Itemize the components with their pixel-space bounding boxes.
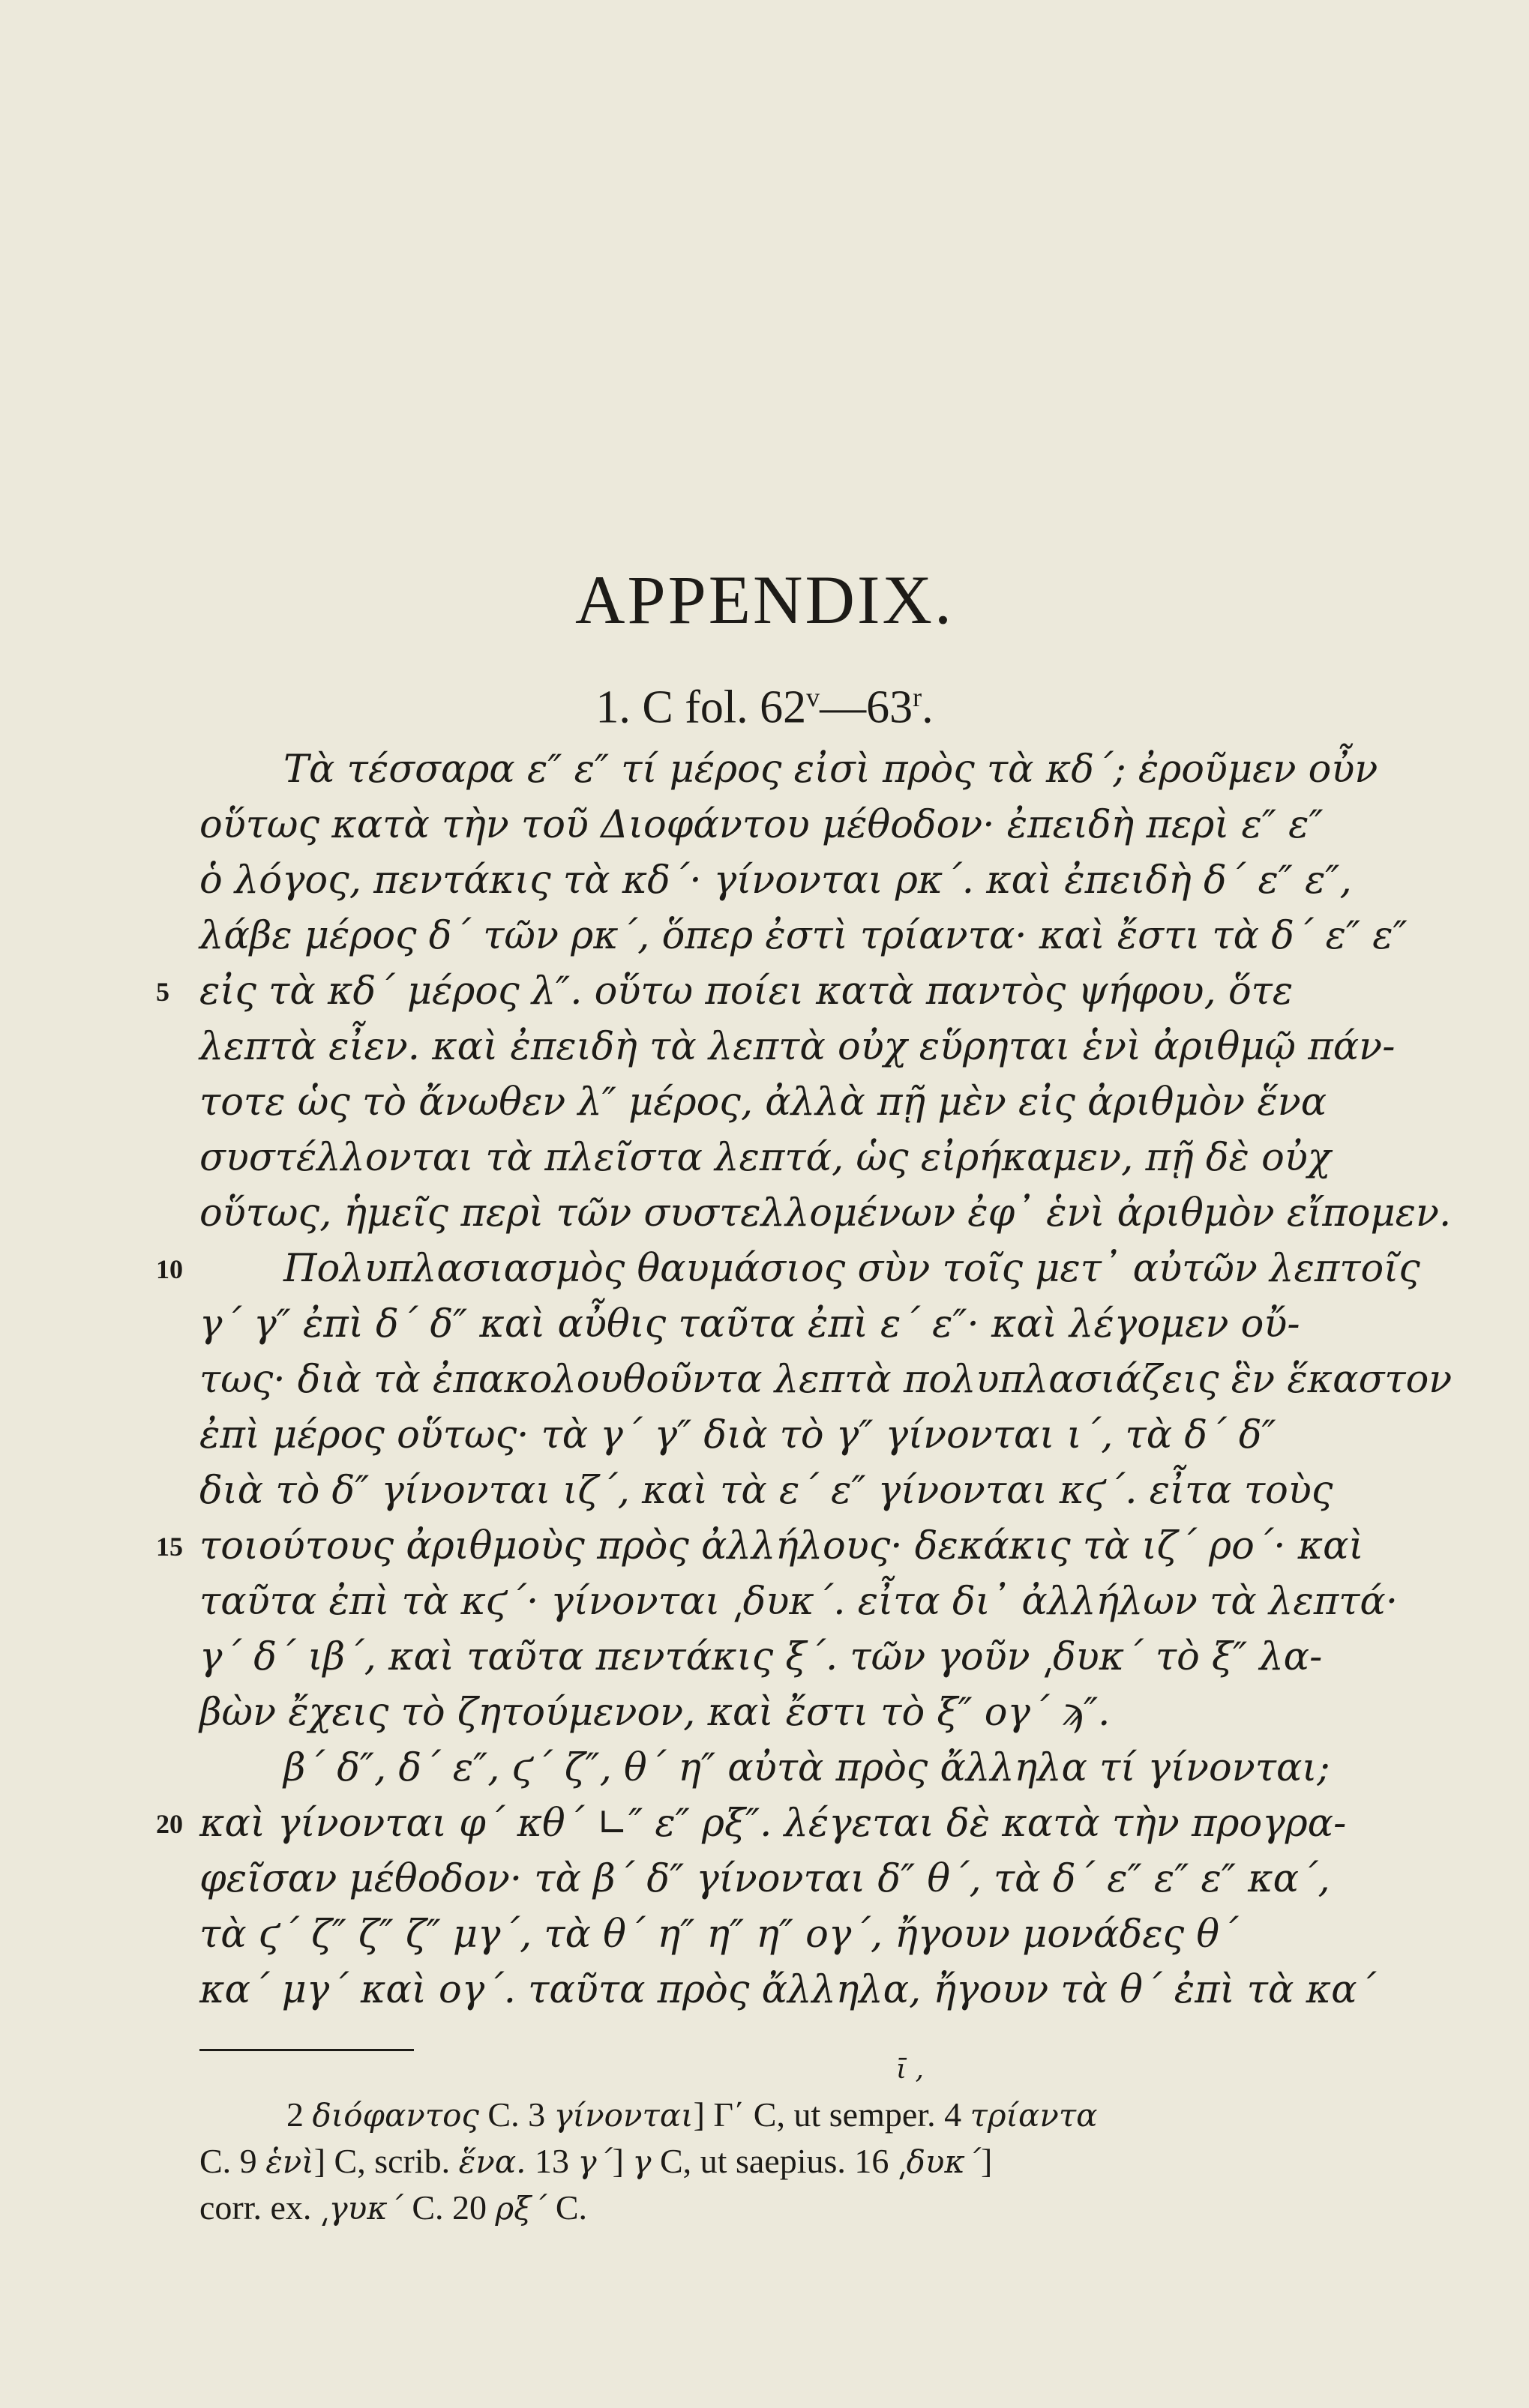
fn1-b: διόφαντος: [312, 2097, 479, 2134]
text-line-2: οὕτως κατὰ τὴν τοῦ Διοφάντου μέθοδον· ἐπειδὴ περὶ ε″ ε″: [199, 803, 1324, 847]
fn3-c: C. 20: [403, 2188, 496, 2227]
line-number-20: 20: [156, 1809, 183, 1839]
fn2-j: ͵δυκ΄: [897, 2143, 981, 2180]
fn3-b: ͵γυκ΄: [319, 2190, 403, 2227]
fn2-c: ] C, scrib.: [313, 2142, 459, 2180]
fn2-g: ]: [612, 2142, 633, 2180]
footnote-line-1: [286, 2092, 1485, 2139]
fn2-d: ἕνα.: [458, 2143, 526, 2180]
text-line-23: κα΄ μγ΄ καὶ ογ΄. ταῦτα πρὸς ἄλληλα, ἤγουν τὰ θ΄ ἐπὶ τὰ κα΄: [199, 1968, 1377, 2012]
text-line-19: β΄ δ″, δ΄ ε″, ϛ΄ ζ″, θ΄ η″ αὐτὰ πρὸς ἄλληλα τί γίνονται;: [283, 1746, 1330, 1790]
subtitle-mid: —63: [820, 681, 913, 733]
text-line-17: γ΄ δ΄ ιβ΄, καὶ ταῦτα πεντάκις ξ΄. τῶν γοῦν ͵δυκ΄ τὸ ξ″ λα-: [199, 1635, 1323, 1679]
text-line-6: λεπτὰ εἶεν. καὶ ἐπειδὴ τὰ λεπτὰ οὐχ εὕρηται ἑνὶ ἀριθμῷ πάν-: [199, 1025, 1396, 1069]
fn3-e: C.: [547, 2188, 588, 2227]
fn2-a: C. 9: [199, 2142, 266, 2180]
fn2-f: γ΄: [577, 2143, 613, 2180]
line-number-5: 5: [156, 977, 169, 1007]
section-subtitle: [0, 667, 1529, 738]
text-line-1: Τὰ τέσσαρα ε″ ε″ τί μέρος εἰσὶ πρὸς τὰ κδ΄; ἐροῦμεν οὖν: [283, 747, 1378, 792]
fn1-f: τρίαντα: [970, 2097, 1098, 2134]
footnote-line-2: [199, 2138, 1485, 2185]
fn2-k: ]: [980, 2142, 993, 2180]
text-line-5: εἰς τὰ κδ΄ μέρος λ″. οὕτω ποίει κατὰ παντὸς ψήφου, ὅτε: [199, 969, 1294, 1014]
text-line-16: ταῦτα ἐπὶ τὰ κϛ΄· γίνονται ͵δυκ΄. εἶτα δι᾽ ἀλλήλων τὰ λεπτά·: [199, 1580, 1399, 1624]
text-line-7: τοτε ὡς τὸ ἄνωθεν λ″ μέρος, ἀλλὰ πῇ μὲν εἰς ἀριθμὸν ἕνα: [199, 1080, 1327, 1125]
text-line-8: συστέλλονται τὰ πλεῖστα λεπτά, ὡς εἰρήκαμεν, πῇ δὲ οὐχ: [199, 1136, 1331, 1180]
fn3-a: corr. ex.: [199, 2188, 320, 2227]
text-line-11: γ΄ γ″ ἐπὶ δ΄ δ″ καὶ αὖθις ταῦτα ἐπὶ ε΄ ε″· καὶ λέγομεν οὔ-: [199, 1302, 1300, 1346]
text-line-3: ὁ λόγος, πεντάκις τὰ κδ΄· γίνονται ρκ΄. καὶ ἐπειδὴ δ΄ ε″ ε″,: [199, 858, 1352, 903]
text-line-15: τοιούτους ἀριθμοὺς πρὸς ἀλλήλους· δεκάκις τὰ ιζ΄ ρο΄· καὶ: [199, 1524, 1364, 1568]
fn2-i: C, ut saepius. 16: [651, 2142, 898, 2180]
fn1-c: C. 3: [478, 2095, 554, 2134]
line-number-15: 15: [156, 1532, 183, 1562]
subtitle-end: .: [922, 681, 934, 733]
text-line-14: διὰ τὸ δ″ γίνονται ιζ΄, καὶ τὰ ε΄ ε″ γίνονται κϛ΄. εἶτα τοὺς: [199, 1469, 1333, 1513]
fn2-h: γ: [632, 2143, 652, 2180]
subtitle-sup-verso: v: [806, 682, 820, 712]
text-line-13: ἐπὶ μέρος οὕτως· τὰ γ΄ γ″ διὰ τὸ γ″ γίνονται ι΄, τὰ δ΄ δ″: [199, 1413, 1276, 1457]
text-line-21: φεῖσαν μέθοδον· τὰ β΄ δ″ γίνονται δ″ θ΄, τὰ δ΄ ε″ ε″ ε″ κα΄,: [199, 1857, 1330, 1901]
fn1-e: ] Γ΄ C, ut semper. 4: [693, 2095, 970, 2134]
fn2-e: 13: [526, 2142, 578, 2180]
text-line-20: καὶ γίνονται φ΄ κθ΄ ∟″ ε″ ρξ″. λέγεται δὲ κατὰ τὴν προγρα-: [199, 1802, 1347, 1846]
text-line-9: οὕτως, ἡμεῖς περὶ τῶν συστελλομένων ἐφ᾽ ἑνὶ ἀριθμὸν εἴπομεν.: [199, 1191, 1452, 1235]
fn1-d: γίνονται: [553, 2097, 694, 2134]
text-line-22: τὰ ϛ΄ ζ″ ζ″ ζ″ μγ΄, τὰ θ΄ η″ η″ η″ ογ΄, ἤγουν μονάδες θ΄: [199, 1912, 1239, 1957]
subtitle-sup-recto: r: [913, 682, 922, 712]
text-line-10: Πολυπλασιασμὸς θαυμάσιος σὺν τοῖς μετ᾽ αὐτῶν λεπτοῖς: [283, 1247, 1420, 1291]
fn1-a: 2: [286, 2095, 313, 2134]
fn2-b: ἑνὶ: [265, 2143, 314, 2180]
text-line-18: βὼν ἔχεις τὸ ζητούμενον, καὶ ἔστι τὸ ξ″ ογ΄ ϡ″.: [199, 1691, 1111, 1735]
line-number-10: 10: [156, 1254, 183, 1284]
page-title: APPENDIX.: [575, 562, 954, 638]
text-line-4: λάβε μέρος δ΄ τῶν ρκ΄, ὅπερ ἐστὶ τρίαντα· καὶ ἔστι τὰ δ΄ ε″ ε″: [199, 914, 1408, 958]
subtitle-main: 1. C fol. 62: [595, 681, 807, 733]
fn3-d: ρξ΄: [495, 2190, 547, 2227]
footnote-superscript-mark: ῑ ,: [896, 2054, 925, 2085]
footnote-divider: [199, 2049, 414, 2051]
footnote-line-3: [199, 2185, 1485, 2232]
text-line-12: τως· διὰ τὰ ἐπακολουθοῦντα λεπτὰ πολυπλασιάζεις ἓν ἕκαστον: [199, 1358, 1453, 1402]
